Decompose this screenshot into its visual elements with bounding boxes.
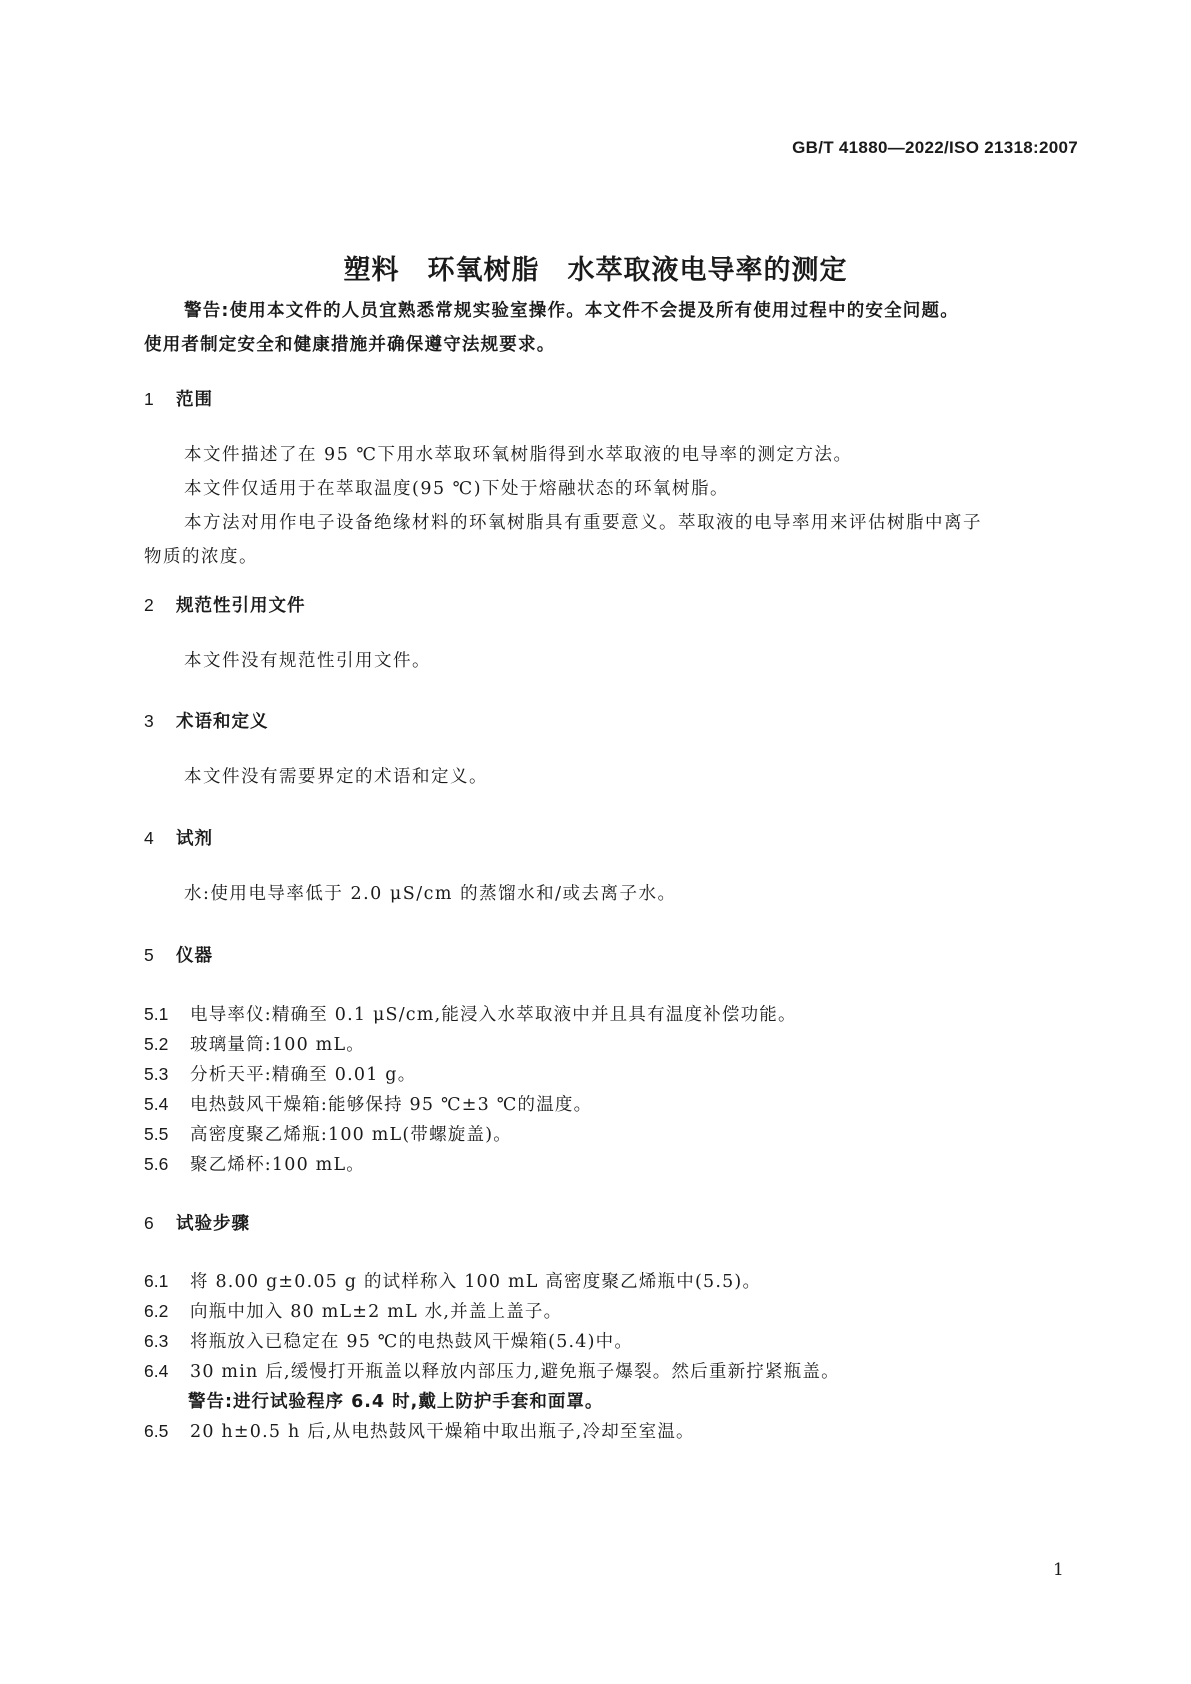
scope-para-1: 本文件描述了在 95 ℃下用水萃取环氧树脂得到水萃取液的电导率的测定方法。	[184, 445, 853, 465]
section-number: 3	[144, 711, 155, 731]
section-title: 范围	[176, 390, 213, 410]
section-4-heading	[144, 825, 213, 850]
section-number: 1	[144, 389, 155, 409]
list-item: 6.1 将 8.00 g±0.05 g 的试样称入 100 mL 高密度聚乙烯瓶中(5.5)。	[144, 1271, 762, 1292]
section-2-heading	[144, 592, 306, 617]
list-item: 5.1 电导率仪:精确至 0.1 μS/cm,能浸入水萃取液中并且具有温度补偿功能。	[144, 1004, 797, 1025]
reagent-para: 水:使用电导率低于 2.0 μS/cm 的蒸馏水和/或去离子水。	[184, 884, 677, 904]
section-3-body	[144, 760, 1079, 794]
title-part-3: 水萃取液电导率的测定	[567, 255, 848, 286]
section-number: 6	[144, 1213, 155, 1233]
section-5-heading	[144, 942, 213, 967]
section-number: 4	[144, 828, 155, 848]
section-title: 试验步骤	[176, 1214, 250, 1234]
section-title: 仪器	[176, 946, 213, 966]
section-title: 术语和定义	[176, 712, 269, 732]
warning-line-2: 使用者制定安全和健康措施并确保遵守法规要求。	[144, 335, 556, 355]
title-part-2: 环氧树脂	[427, 255, 540, 286]
scope-para-3: 本方法对用作电子设备绝缘材料的环氧树脂具有重要意义。萃取液的电导率用来评估树脂中离子	[184, 513, 982, 533]
page-number: 1	[1053, 1560, 1064, 1580]
procedure-warning: 警告:进行试验程序 6.4 时,戴上防护手套和面罩。	[188, 1392, 604, 1412]
references-para: 本文件没有规范性引用文件。	[184, 651, 431, 671]
section-3-heading	[144, 708, 269, 733]
title-part-1: 塑料	[343, 255, 400, 286]
list-item: 5.4 电热鼓风干燥箱:能够保持 95 ℃±3 ℃的温度。	[144, 1094, 593, 1115]
list-item: 6.5 20 h±0.5 h 后,从电热鼓风干燥箱中取出瓶子,冷却至室温。	[144, 1421, 695, 1442]
document-title	[0, 248, 1191, 287]
list-item: 5.6 聚乙烯杯:100 mL。	[144, 1154, 365, 1175]
section-number: 2	[144, 595, 155, 615]
section-4-body	[144, 877, 1079, 911]
list-item: 6.4 30 min 后,缓慢打开瓶盖以释放内部压力,避免瓶子爆裂。然后重新拧紧瓶盖。	[144, 1361, 840, 1382]
section-6-heading	[144, 1210, 250, 1235]
list-item: 6.3 将瓶放入已稳定在 95 ℃的电热鼓风干燥箱(5.4)中。	[144, 1331, 634, 1352]
section-1-body	[144, 438, 1079, 574]
terms-para: 本文件没有需要界定的术语和定义。	[184, 767, 488, 787]
warning-line-1: 警告:使用本文件的人员宜熟悉常规实验室操作。本文件不会提及所有使用过程中的安全问题。	[184, 301, 959, 321]
list-item: 5.3 分析天平:精确至 0.01 g。	[144, 1064, 417, 1085]
safety-warning	[144, 294, 1079, 362]
list-item: 6.2 向瓶中加入 80 mL±2 mL 水,并盖上盖子。	[144, 1301, 563, 1322]
section-1-heading	[144, 386, 213, 411]
scope-para-3-cont: 物质的浓度。	[144, 547, 258, 567]
list-item: 5.5 高密度聚乙烯瓶:100 mL(带螺旋盖)。	[144, 1124, 512, 1145]
section-title: 规范性引用文件	[176, 596, 306, 616]
section-2-body	[144, 644, 1079, 678]
section-title: 试剂	[176, 829, 213, 849]
standard-number: GB/T 41880—2022/ISO 21318:2007	[792, 138, 1078, 157]
list-item: 5.2 玻璃量筒:100 mL。	[144, 1034, 365, 1055]
scope-para-2: 本文件仅适用于在萃取温度(95 ℃)下处于熔融状态的环氧树脂。	[184, 479, 730, 499]
section-number: 5	[144, 945, 155, 965]
